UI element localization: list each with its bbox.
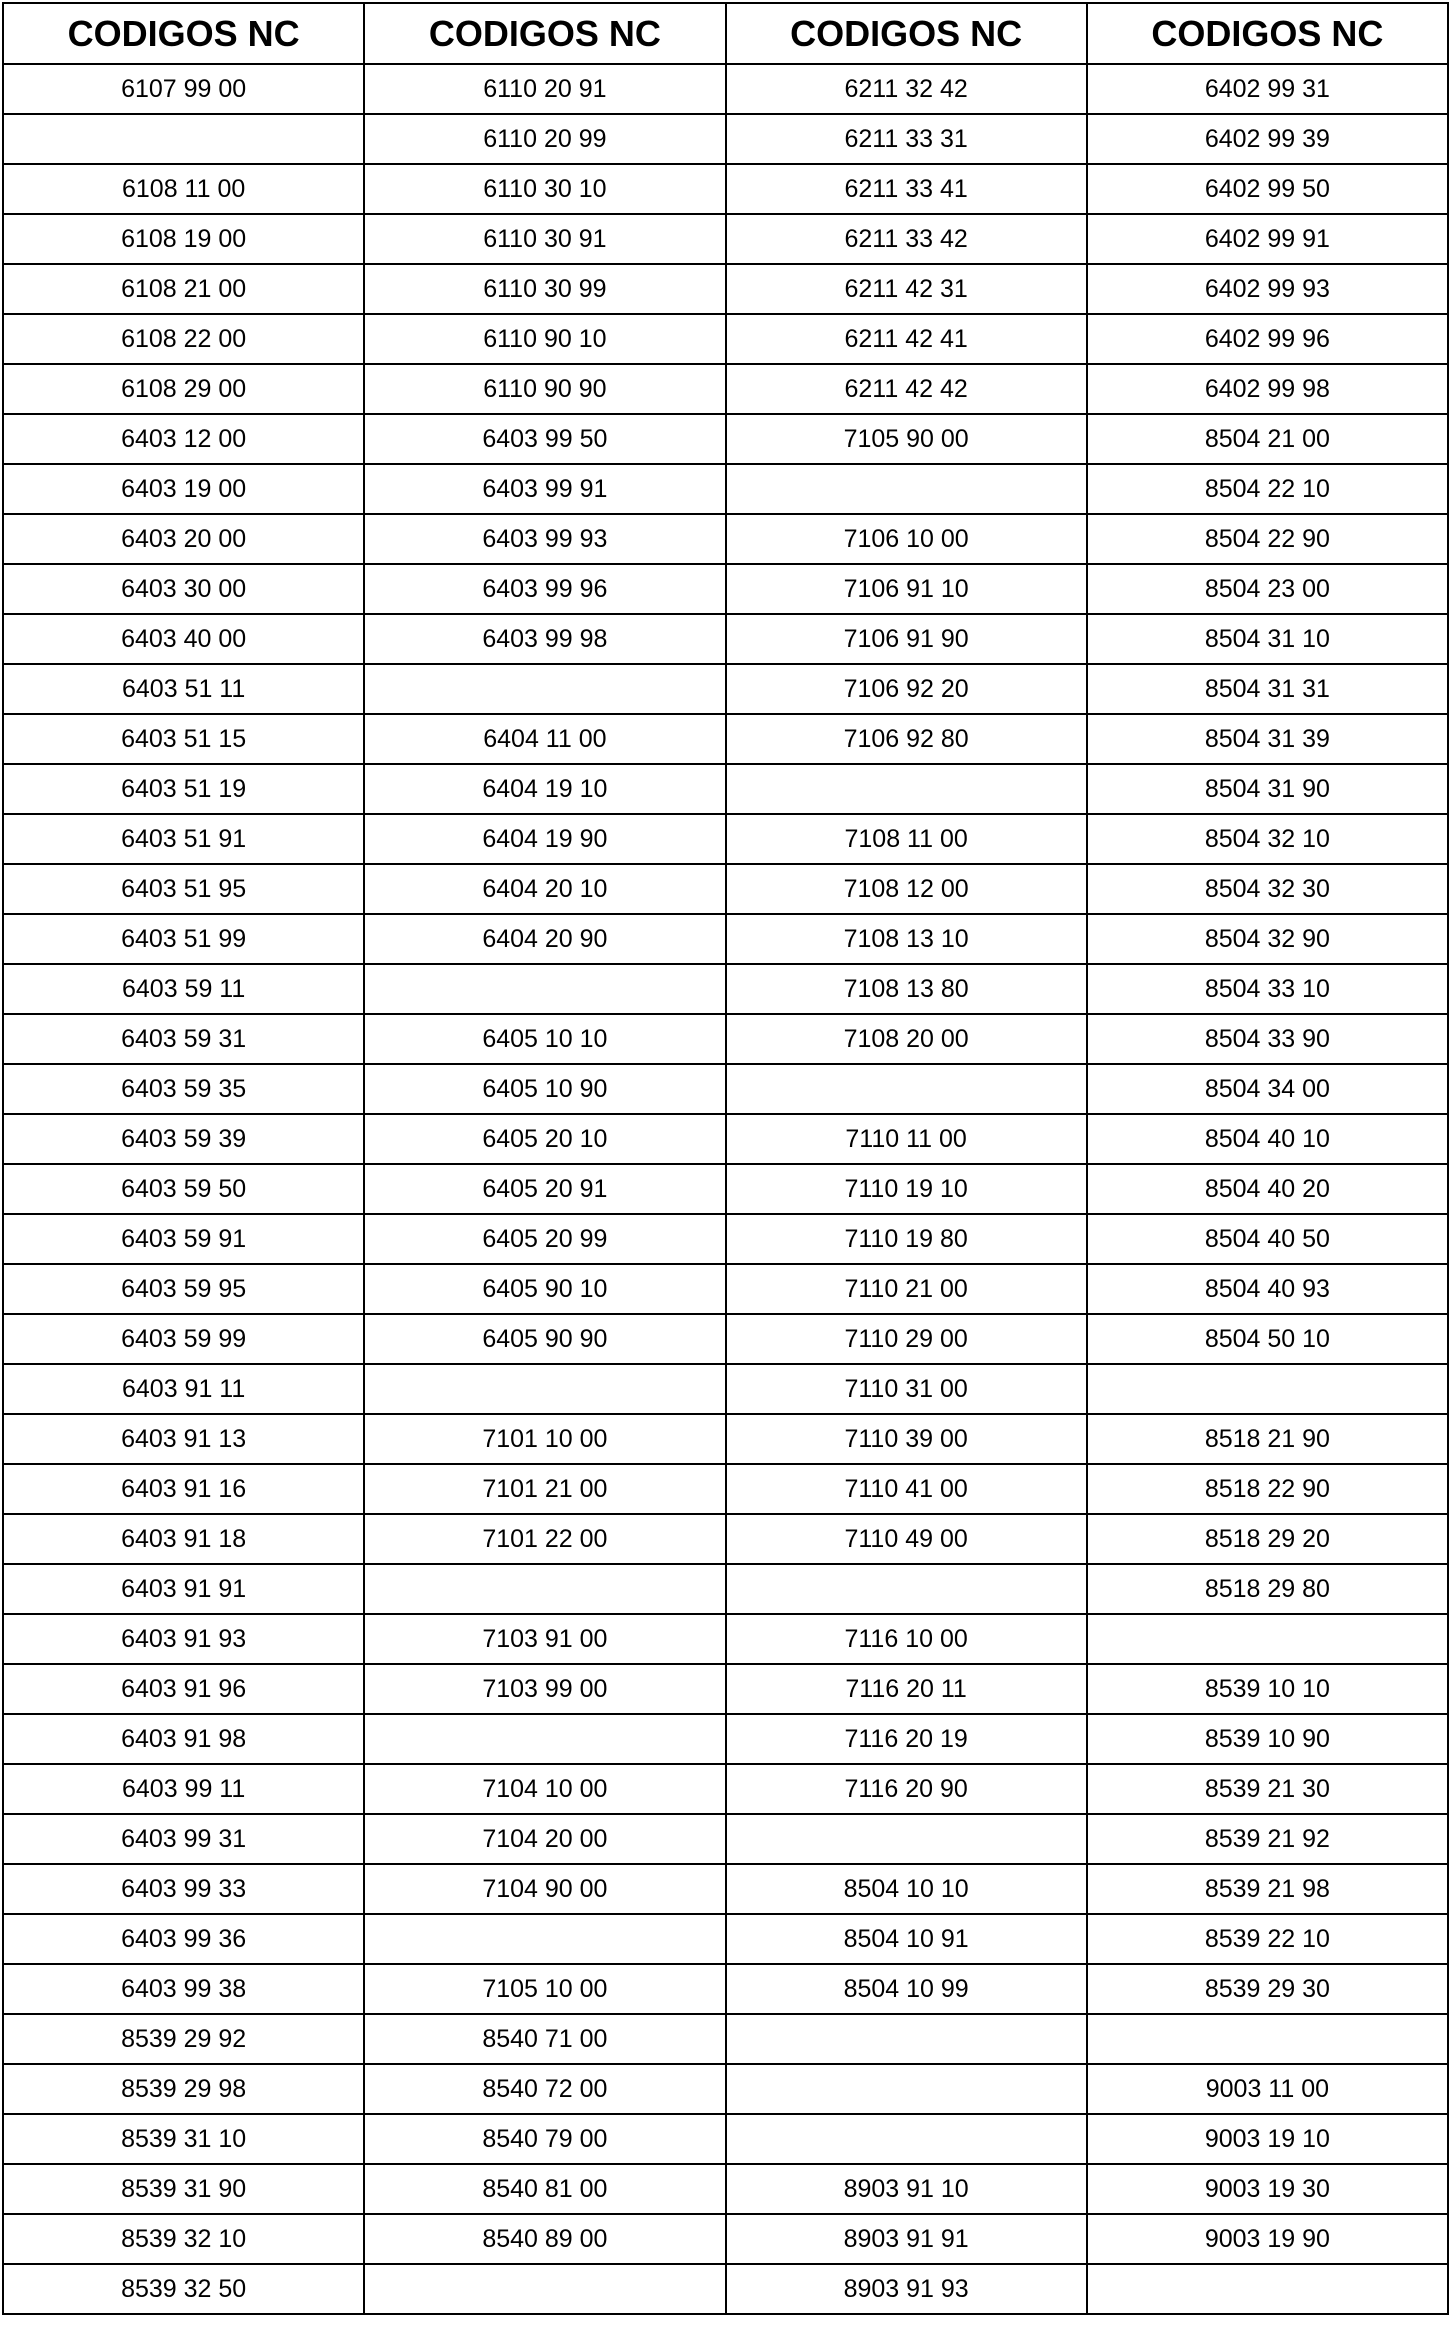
code-cell: 6403 59 35 <box>3 1064 364 1114</box>
code-cell: 6403 19 00 <box>3 464 364 514</box>
code-cell: 7101 10 00 <box>364 1414 725 1464</box>
code-cell: 7101 21 00 <box>364 1464 725 1514</box>
code-cell: 6110 90 90 <box>364 364 725 414</box>
table-row <box>3 1514 1448 1564</box>
table-row <box>3 964 1448 1014</box>
code-cell: 9003 19 90 <box>1087 2214 1448 2264</box>
code-cell: 8518 22 90 <box>1087 1464 1448 1514</box>
code-cell: 8504 31 10 <box>1087 614 1448 664</box>
code-cell: 6211 33 41 <box>726 164 1087 214</box>
code-cell: 6110 30 99 <box>364 264 725 314</box>
code-cell <box>726 1564 1087 1614</box>
code-cell: 6404 11 00 <box>364 714 725 764</box>
code-cell: 8539 10 90 <box>1087 1714 1448 1764</box>
code-cell: 6404 19 90 <box>364 814 725 864</box>
code-cell: 6211 42 42 <box>726 364 1087 414</box>
code-cell: 9003 11 00 <box>1087 2064 1448 2114</box>
code-cell: 6402 99 39 <box>1087 114 1448 164</box>
code-cell: 6108 19 00 <box>3 214 364 264</box>
codes-table <box>2 2 1449 2315</box>
code-cell: 6403 12 00 <box>3 414 364 464</box>
code-cell: 8504 10 91 <box>726 1914 1087 1964</box>
code-cell: 6403 99 36 <box>3 1914 364 1964</box>
code-cell: 8539 10 10 <box>1087 1664 1448 1714</box>
code-cell: 8539 22 10 <box>1087 1914 1448 1964</box>
code-cell: 8504 23 00 <box>1087 564 1448 614</box>
code-cell: 8903 91 91 <box>726 2214 1087 2264</box>
code-cell: 8539 31 10 <box>3 2114 364 2164</box>
table-row <box>3 914 1448 964</box>
code-cell: 6405 20 10 <box>364 1114 725 1164</box>
code-cell: 6403 40 00 <box>3 614 364 664</box>
code-cell: 7108 13 80 <box>726 964 1087 1014</box>
table-row <box>3 564 1448 614</box>
code-cell: 6403 91 93 <box>3 1614 364 1664</box>
table-row <box>3 514 1448 564</box>
code-cell: 7110 19 10 <box>726 1164 1087 1214</box>
code-cell: 7106 91 10 <box>726 564 1087 614</box>
code-cell: 6403 59 39 <box>3 1114 364 1164</box>
table-row <box>3 1214 1448 1264</box>
code-cell: 6402 99 50 <box>1087 164 1448 214</box>
code-cell: 7116 20 11 <box>726 1664 1087 1714</box>
code-cell: 7103 99 00 <box>364 1664 725 1714</box>
table-row <box>3 1964 1448 2014</box>
code-cell: 8504 31 90 <box>1087 764 1448 814</box>
code-cell: 7116 20 19 <box>726 1714 1087 1764</box>
code-cell: 6403 59 11 <box>3 964 364 1014</box>
table-row <box>3 464 1448 514</box>
code-cell: 6211 42 41 <box>726 314 1087 364</box>
code-cell <box>726 1814 1087 1864</box>
table-row <box>3 1414 1448 1464</box>
code-cell: 7110 11 00 <box>726 1114 1087 1164</box>
table-row <box>3 414 1448 464</box>
code-cell: 6403 91 91 <box>3 1564 364 1614</box>
table-row <box>3 2214 1448 2264</box>
table-row <box>3 2014 1448 2064</box>
code-cell: 8539 32 50 <box>3 2264 364 2314</box>
code-cell: 8903 91 10 <box>726 2164 1087 2214</box>
code-cell: 8504 34 00 <box>1087 1064 1448 1114</box>
table-row <box>3 1714 1448 1764</box>
code-cell: 8539 21 98 <box>1087 1864 1448 1914</box>
code-cell: 8504 10 99 <box>726 1964 1087 2014</box>
code-cell <box>364 964 725 1014</box>
code-cell: 6402 99 93 <box>1087 264 1448 314</box>
code-cell <box>364 1914 725 1964</box>
code-cell: 8539 32 10 <box>3 2214 364 2264</box>
table-row <box>3 1264 1448 1314</box>
code-cell: 8504 40 50 <box>1087 1214 1448 1264</box>
code-cell: 6403 99 31 <box>3 1814 364 1864</box>
code-cell: 7106 92 20 <box>726 664 1087 714</box>
code-cell: 6211 42 31 <box>726 264 1087 314</box>
code-cell: 7116 20 90 <box>726 1764 1087 1814</box>
code-cell: 6403 99 98 <box>364 614 725 664</box>
table-header <box>3 3 1448 64</box>
code-cell: 8540 79 00 <box>364 2114 725 2164</box>
code-cell: 6405 10 90 <box>364 1064 725 1114</box>
code-cell: 6108 21 00 <box>3 264 364 314</box>
code-cell: 8504 22 10 <box>1087 464 1448 514</box>
table-row <box>3 614 1448 664</box>
code-cell: 6403 51 15 <box>3 714 364 764</box>
table-row <box>3 1064 1448 1114</box>
table-row <box>3 1814 1448 1864</box>
table-row <box>3 1864 1448 1914</box>
code-cell: 7106 10 00 <box>726 514 1087 564</box>
code-cell: 7110 49 00 <box>726 1514 1087 1564</box>
code-cell: 6404 19 10 <box>364 764 725 814</box>
column-header: CODIGOS NC <box>364 3 725 64</box>
table-row <box>3 1314 1448 1364</box>
table-row <box>3 1914 1448 1964</box>
table-row <box>3 114 1448 164</box>
code-cell: 6402 99 31 <box>1087 64 1448 114</box>
code-cell: 7110 31 00 <box>726 1364 1087 1414</box>
code-cell: 8539 29 30 <box>1087 1964 1448 2014</box>
code-cell: 8504 31 31 <box>1087 664 1448 714</box>
code-cell: 6403 51 99 <box>3 914 364 964</box>
code-cell: 8504 40 10 <box>1087 1114 1448 1164</box>
code-cell: 8540 89 00 <box>364 2214 725 2264</box>
code-cell: 6403 99 93 <box>364 514 725 564</box>
table-row <box>3 1764 1448 1814</box>
code-cell: 8504 40 93 <box>1087 1264 1448 1314</box>
code-cell: 6403 99 38 <box>3 1964 364 2014</box>
table-row <box>3 2164 1448 2214</box>
code-cell: 8540 72 00 <box>364 2064 725 2114</box>
code-cell: 6403 20 00 <box>3 514 364 564</box>
table-row <box>3 1664 1448 1714</box>
code-cell: 8504 32 10 <box>1087 814 1448 864</box>
code-cell: 9003 19 30 <box>1087 2164 1448 2214</box>
code-cell: 6402 99 91 <box>1087 214 1448 264</box>
code-cell <box>1087 2264 1448 2314</box>
code-cell: 6403 91 96 <box>3 1664 364 1714</box>
code-cell: 6402 99 96 <box>1087 314 1448 364</box>
code-cell: 8903 91 93 <box>726 2264 1087 2314</box>
table-row <box>3 164 1448 214</box>
code-cell <box>3 114 364 164</box>
code-cell: 8504 21 00 <box>1087 414 1448 464</box>
code-cell: 8539 29 92 <box>3 2014 364 2064</box>
code-cell: 7104 10 00 <box>364 1764 725 1814</box>
code-cell: 8539 21 92 <box>1087 1814 1448 1864</box>
code-cell: 8518 29 20 <box>1087 1514 1448 1564</box>
code-cell: 7108 11 00 <box>726 814 1087 864</box>
code-cell <box>364 664 725 714</box>
code-cell: 7105 90 00 <box>726 414 1087 464</box>
code-cell: 7108 12 00 <box>726 864 1087 914</box>
code-cell: 6404 20 10 <box>364 864 725 914</box>
code-cell: 6403 99 96 <box>364 564 725 614</box>
code-cell: 8504 10 10 <box>726 1864 1087 1914</box>
code-cell: 6403 99 33 <box>3 1864 364 1914</box>
code-cell: 7106 91 90 <box>726 614 1087 664</box>
code-cell: 8504 22 90 <box>1087 514 1448 564</box>
code-cell: 8504 50 10 <box>1087 1314 1448 1364</box>
table-row <box>3 1564 1448 1614</box>
column-header: CODIGOS NC <box>726 3 1087 64</box>
code-cell: 8539 21 30 <box>1087 1764 1448 1814</box>
code-cell: 6403 51 19 <box>3 764 364 814</box>
table-row <box>3 714 1448 764</box>
header-row <box>3 3 1448 64</box>
code-cell: 6211 33 31 <box>726 114 1087 164</box>
code-cell <box>726 2064 1087 2114</box>
table-row <box>3 664 1448 714</box>
code-cell: 6403 30 00 <box>3 564 364 614</box>
code-cell <box>726 764 1087 814</box>
table-row <box>3 64 1448 114</box>
code-cell: 6110 20 99 <box>364 114 725 164</box>
code-cell <box>364 2264 725 2314</box>
code-cell <box>1087 1364 1448 1414</box>
table-row <box>3 314 1448 364</box>
code-cell <box>1087 2014 1448 2064</box>
code-cell: 6107 99 00 <box>3 64 364 114</box>
code-cell: 6403 51 11 <box>3 664 364 714</box>
table-row <box>3 764 1448 814</box>
code-cell <box>726 464 1087 514</box>
code-cell: 7101 22 00 <box>364 1514 725 1564</box>
code-cell: 6405 90 10 <box>364 1264 725 1314</box>
code-cell: 6403 59 91 <box>3 1214 364 1264</box>
column-header: CODIGOS NC <box>1087 3 1448 64</box>
code-cell: 6108 29 00 <box>3 364 364 414</box>
code-cell: 6402 99 98 <box>1087 364 1448 414</box>
table-row <box>3 814 1448 864</box>
code-cell: 6211 33 42 <box>726 214 1087 264</box>
code-cell: 6403 91 18 <box>3 1514 364 1564</box>
code-cell: 6403 59 99 <box>3 1314 364 1364</box>
code-cell <box>364 1714 725 1764</box>
code-cell: 8518 29 80 <box>1087 1564 1448 1614</box>
code-cell: 7104 90 00 <box>364 1864 725 1914</box>
code-cell: 6405 10 10 <box>364 1014 725 1064</box>
table-body <box>3 64 1448 2314</box>
code-cell: 6110 20 91 <box>364 64 725 114</box>
code-cell: 6405 90 90 <box>364 1314 725 1364</box>
code-cell: 6403 59 31 <box>3 1014 364 1064</box>
code-cell: 8540 71 00 <box>364 2014 725 2064</box>
table-row <box>3 2114 1448 2164</box>
code-cell: 8504 33 90 <box>1087 1014 1448 1064</box>
code-cell: 6405 20 91 <box>364 1164 725 1214</box>
code-cell: 8539 29 98 <box>3 2064 364 2114</box>
code-cell: 6403 91 11 <box>3 1364 364 1414</box>
table-row <box>3 1014 1448 1064</box>
code-cell: 8518 21 90 <box>1087 1414 1448 1464</box>
code-cell <box>1087 1614 1448 1664</box>
code-cell: 7110 29 00 <box>726 1314 1087 1364</box>
code-cell: 7110 21 00 <box>726 1264 1087 1314</box>
code-cell: 7105 10 00 <box>364 1964 725 2014</box>
code-cell: 6403 59 50 <box>3 1164 364 1214</box>
code-cell <box>726 2014 1087 2064</box>
table-row <box>3 364 1448 414</box>
code-cell: 6108 22 00 <box>3 314 364 364</box>
code-cell: 6110 30 10 <box>364 164 725 214</box>
code-cell: 7110 19 80 <box>726 1214 1087 1264</box>
code-cell: 8539 31 90 <box>3 2164 364 2214</box>
code-cell: 8504 33 10 <box>1087 964 1448 1014</box>
code-cell <box>364 1564 725 1614</box>
code-cell: 6404 20 90 <box>364 914 725 964</box>
code-cell: 6211 32 42 <box>726 64 1087 114</box>
code-cell: 6403 99 11 <box>3 1764 364 1814</box>
code-cell <box>364 1364 725 1414</box>
code-cell: 8504 32 30 <box>1087 864 1448 914</box>
code-cell: 7108 13 10 <box>726 914 1087 964</box>
code-cell: 7108 20 00 <box>726 1014 1087 1064</box>
table-row <box>3 2264 1448 2314</box>
code-cell: 6108 11 00 <box>3 164 364 214</box>
code-cell: 6405 20 99 <box>364 1214 725 1264</box>
code-cell: 7104 20 00 <box>364 1814 725 1864</box>
code-cell: 6403 51 91 <box>3 814 364 864</box>
table-row <box>3 1164 1448 1214</box>
code-cell: 6403 99 91 <box>364 464 725 514</box>
code-cell: 7116 10 00 <box>726 1614 1087 1664</box>
code-cell: 6403 91 13 <box>3 1414 364 1464</box>
code-cell: 8504 40 20 <box>1087 1164 1448 1214</box>
table-row <box>3 264 1448 314</box>
code-cell: 6403 59 95 <box>3 1264 364 1314</box>
code-cell: 6403 99 50 <box>364 414 725 464</box>
code-cell: 7110 39 00 <box>726 1414 1087 1464</box>
code-cell: 9003 19 10 <box>1087 2114 1448 2164</box>
code-cell <box>726 1064 1087 1114</box>
code-cell: 6110 30 91 <box>364 214 725 264</box>
code-cell <box>726 2114 1087 2164</box>
code-cell: 6403 51 95 <box>3 864 364 914</box>
code-cell: 6403 91 98 <box>3 1714 364 1764</box>
code-cell: 7103 91 00 <box>364 1614 725 1664</box>
table-row <box>3 1614 1448 1664</box>
column-header: CODIGOS NC <box>3 3 364 64</box>
code-cell: 6110 90 10 <box>364 314 725 364</box>
table-row <box>3 1464 1448 1514</box>
code-cell: 8504 32 90 <box>1087 914 1448 964</box>
table-row <box>3 1114 1448 1164</box>
table-row <box>3 214 1448 264</box>
table-row <box>3 1364 1448 1414</box>
code-cell: 6403 91 16 <box>3 1464 364 1514</box>
code-cell: 7106 92 80 <box>726 714 1087 764</box>
code-cell: 8504 31 39 <box>1087 714 1448 764</box>
table-row <box>3 2064 1448 2114</box>
code-cell: 7110 41 00 <box>726 1464 1087 1514</box>
code-cell: 8540 81 00 <box>364 2164 725 2214</box>
table-row <box>3 864 1448 914</box>
